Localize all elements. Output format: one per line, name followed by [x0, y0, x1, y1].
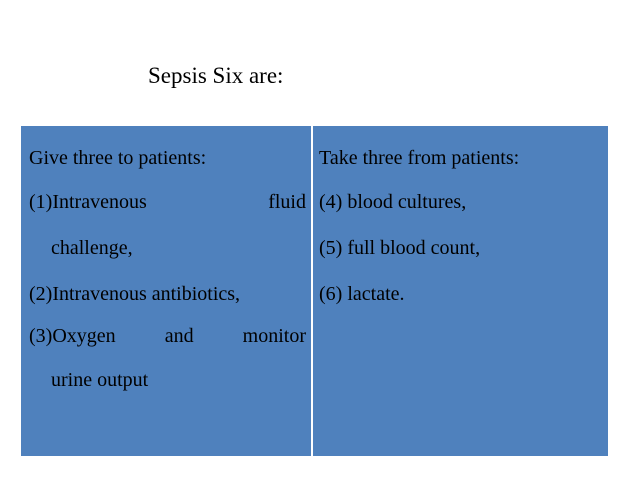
item-2-line: (2)Intravenous antibiotics,	[29, 283, 241, 305]
item-3-word-3: monitor	[242, 325, 306, 347]
give-three-heading: Give three to patients:	[29, 147, 207, 169]
item-3-continuation: urine output	[51, 369, 149, 391]
item-3-line	[29, 322, 306, 350]
item-4-line: (4) blood cultures,	[319, 191, 467, 213]
take-three-column	[313, 126, 608, 456]
item-3-word-1: (3)Oxygen	[29, 325, 116, 347]
item-3-word-2: and	[164, 325, 194, 347]
item-5-line: (5) full blood count,	[319, 237, 481, 259]
slide-title: Sepsis Six are:	[148, 63, 284, 88]
sepsis-six-table	[21, 126, 608, 456]
item-1-line	[29, 188, 306, 216]
item-6-line: (6) lactate.	[319, 283, 405, 305]
give-three-column	[21, 126, 313, 456]
item-1-text: (1)Intravenous	[29, 191, 147, 213]
item-1-continuation: challenge,	[51, 237, 133, 259]
take-three-heading: Take three from patients:	[319, 147, 520, 169]
item-1-text-end: fluid	[268, 191, 306, 213]
